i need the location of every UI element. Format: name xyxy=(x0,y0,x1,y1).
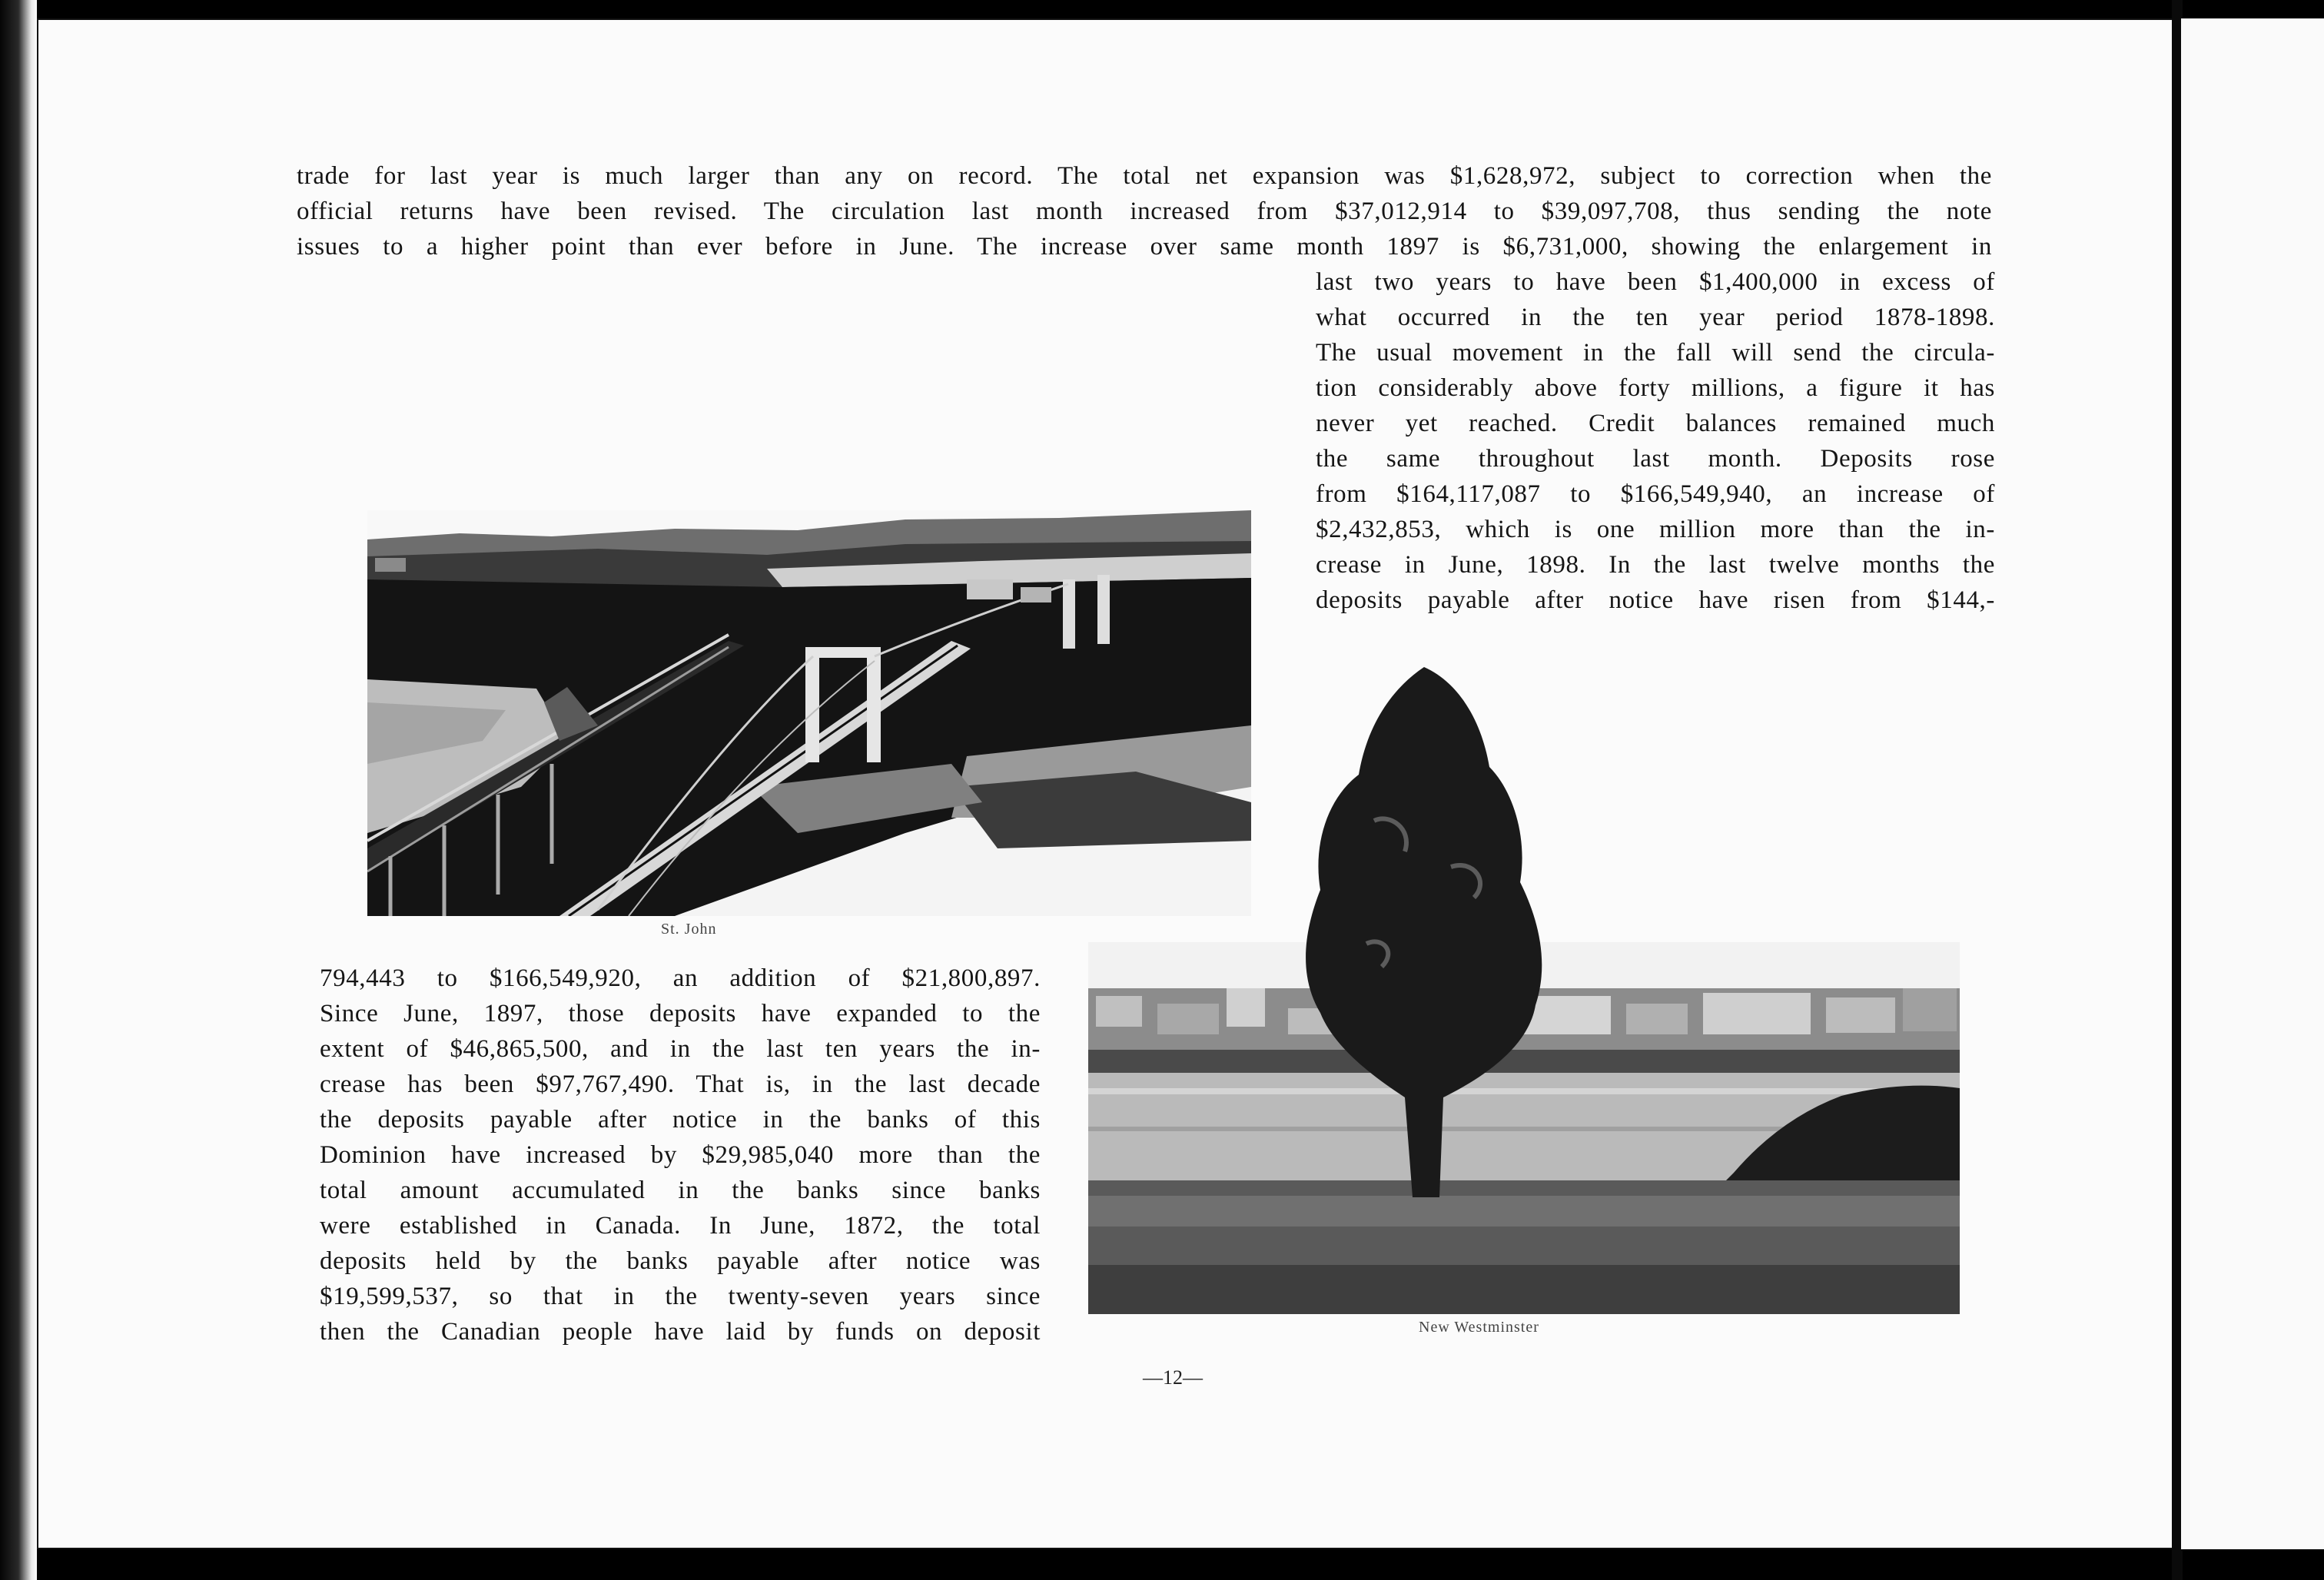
text-line: issues to a higher point than ever before in June. The increase over same month 1897 is $6,731,000, showing the enlargement in xyxy=(297,233,1992,261)
facing-page xyxy=(2181,18,2324,1549)
text-line: the same throughout last month. Deposits rose xyxy=(1316,445,1995,473)
st-john-bridge-photo xyxy=(367,510,1251,916)
text-line: $19,599,537, so that in the twenty-seven years since xyxy=(320,1283,1041,1310)
text-line: trade for last year is much larger than any on record. The total net expansion was $1,628,972, subject to correction when the xyxy=(297,162,1992,190)
text-line: 794,443 to $166,549,920, an addition of $21,800,897. xyxy=(320,964,1041,992)
text-line: what occurred in the ten year period 1878-1898. xyxy=(1316,304,1995,331)
text-line: The usual movement in the fall will send the circula- xyxy=(1316,339,1995,367)
text-line: deposits held by the banks payable after notice was xyxy=(320,1247,1041,1275)
left-column-paragraph xyxy=(320,961,1041,1349)
right-column-paragraph xyxy=(1316,264,1995,618)
text-line: crease in June, 1898. In the last twelve months the xyxy=(1316,551,1995,579)
st-john-caption: St. John xyxy=(661,921,717,938)
text-line: total amount accumulated in the banks since banks xyxy=(320,1177,1041,1204)
text-line: from $164,117,087 to $166,549,940, an increase of xyxy=(1316,480,1995,508)
st-john-bridge-image xyxy=(367,510,1251,916)
text-line: the deposits payable after notice in the banks of this xyxy=(320,1106,1041,1134)
tree-image xyxy=(1297,667,1551,1197)
new-westminster-caption: New Westminster xyxy=(1419,1319,1539,1336)
text-line: crease has been $97,767,490. That is, in the last decade xyxy=(320,1070,1041,1098)
text-line: extent of $46,865,500, and in the last ten years the in- xyxy=(320,1035,1041,1063)
text-line: were established in Canada. In June, 1872, the total xyxy=(320,1212,1041,1240)
text-line: official returns have been revised. The circulation last month increased from $37,012,914 to $39,097,708, thus sending the note xyxy=(297,198,1992,225)
text-line: never yet reached. Credit balances remained much xyxy=(1316,410,1995,437)
book-edge-left xyxy=(0,0,37,1580)
text-line: deposits payable after notice have risen from $144,- xyxy=(1316,586,1995,614)
text-line: tion considerably above forty millions, a figure it has xyxy=(1316,374,1995,402)
text-line: last two years to have been $1,400,000 in excess of xyxy=(1316,268,1995,296)
text-line: Dominion have increased by $29,985,040 more than the xyxy=(320,1141,1041,1169)
text-line: $2,432,853, which is one million more than the in- xyxy=(1316,516,1995,543)
top-paragraph xyxy=(297,158,1992,264)
text-line: then the Canadian people have laid by funds on deposit xyxy=(320,1318,1041,1346)
text-line: Since June, 1897, those deposits have expanded to the xyxy=(320,1000,1041,1027)
page-number: —12— xyxy=(1143,1366,1203,1389)
tall-tree xyxy=(1297,667,1551,1197)
